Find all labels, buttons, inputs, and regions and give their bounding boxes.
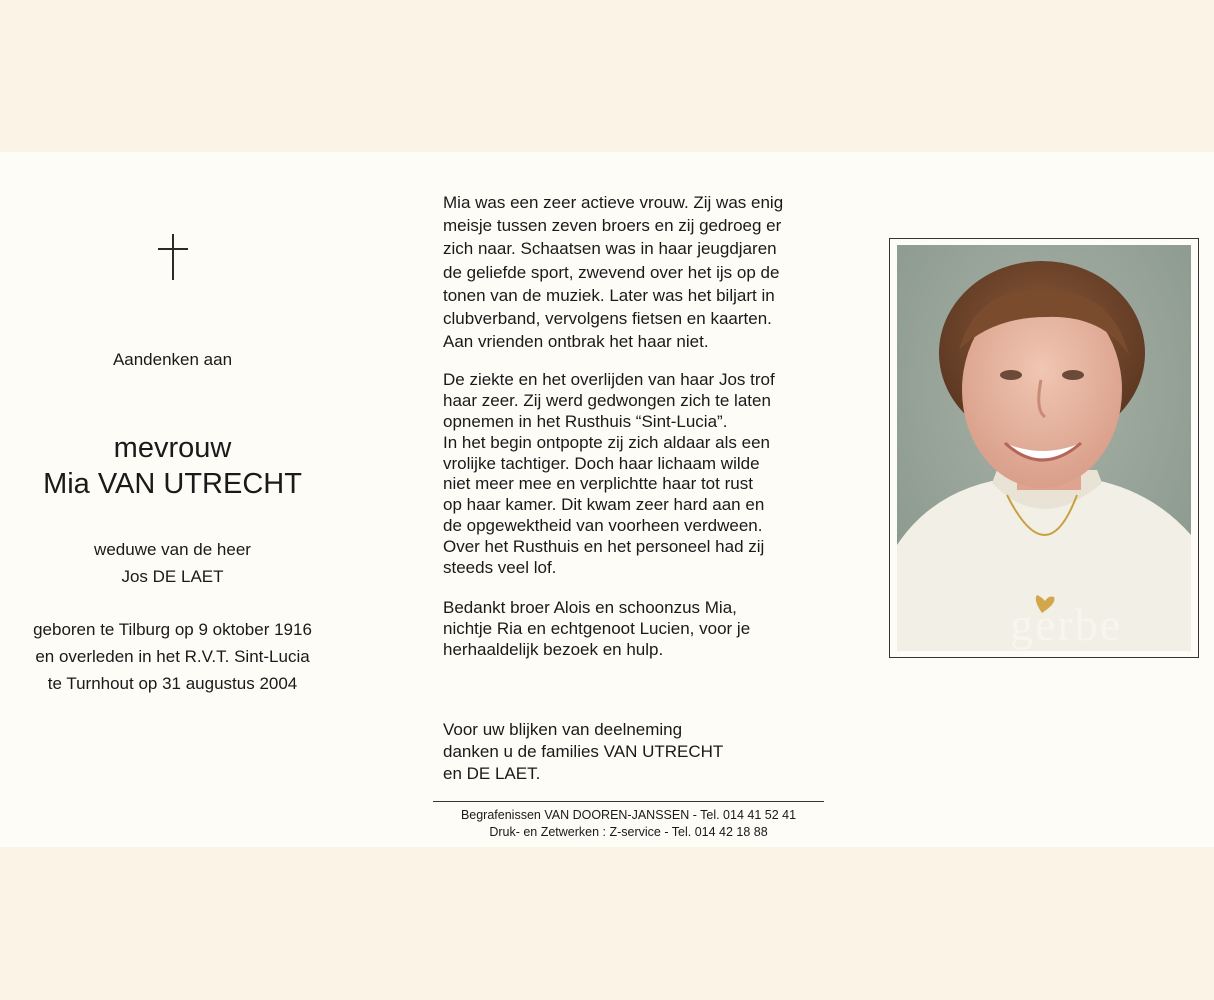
text-line: nichtje Ria en echtgenoot Lucien, voor je [443, 619, 751, 639]
paragraph-1 [443, 191, 823, 353]
widow-info [0, 536, 345, 590]
text-line: meisje tussen zeven broers en zij gedroeg er [443, 216, 782, 236]
text-line: en DE LAET. [443, 764, 541, 783]
death-place-line: te Turnhout op 31 augustus 2004 [47, 674, 298, 693]
text-line: vrolijke tachtiger. Doch haar lichaam wilde [443, 453, 760, 473]
text-line: Bedankt broer Alois en schoonzus Mia, [443, 598, 737, 618]
widow-line: weduwe van de heer [94, 540, 251, 559]
printer-footer [433, 807, 824, 841]
text-line: niet meer mee en verplichtte haar tot rust [443, 474, 753, 494]
text-line: de geliefde sport, zwevend over het ijs op de [443, 262, 780, 282]
text-line: danken u de families VAN UTRECHT [443, 742, 724, 761]
photo-frame [889, 238, 1199, 658]
text-line: zich naar. Schaatsen was in haar jeugdjaren [443, 239, 777, 259]
printer-line: Druk- en Zetwerken : Z-service - Tel. 014 42 18 88 [489, 825, 768, 839]
spouse-name: Jos DE LAET [121, 567, 224, 586]
text-line: steeds veel lof. [443, 557, 557, 577]
text-line: herhaaldelijk bezoek en hulp. [443, 639, 664, 659]
intro-text: Aandenken aan [112, 350, 233, 369]
memorial-card [0, 152, 1214, 847]
text-line: De ziekte en het overlijden van haar Jos trof [443, 370, 775, 390]
text-line: tonen van de muziek. Later was het biljart in [443, 285, 775, 305]
text-line: Mia was een zeer actieve vrouw. Zij was enig [443, 193, 784, 212]
portrait-photo [897, 245, 1191, 651]
text-line: clubverband, vervolgens fietsen en kaarten. [443, 309, 772, 329]
birth-death-info [0, 616, 345, 697]
text-column [443, 191, 823, 783]
left-column [0, 152, 345, 847]
text-line: op haar kamer. Dit kwam zeer hard aan en [443, 495, 765, 515]
paragraph-2 [443, 370, 823, 578]
text-line: In het begin ontpopte zij zich aldaar als een [443, 432, 771, 452]
footer-divider [433, 801, 824, 802]
funeral-home-line: Begrafenissen VAN DOOREN-JANSSEN - Tel. 014 41 52 41 [460, 808, 797, 822]
text-line: de opgewektheid van voorheen verdween. [443, 516, 763, 535]
text-line: opnemen in het Rusthuis “Sint-Lucia”. [443, 412, 728, 432]
text-line: haar zeer. Zij werd gedwongen zich te laten [443, 391, 771, 411]
birth-line: geboren te Tilburg op 9 oktober 1916 [33, 620, 312, 639]
death-line: en overleden in het R.V.T. Sint-Lucia [35, 647, 310, 666]
paragraph-3 [443, 598, 823, 660]
deceased-name: Mia VAN UTRECHT [43, 468, 302, 500]
cross-icon [158, 234, 188, 280]
text-line: Aan vrienden ontbrak het haar niet. [443, 332, 709, 352]
watermark-text: gerbe [1010, 599, 1123, 650]
thanks-paragraph [443, 719, 823, 785]
text-line: Voor uw blijken van deelneming [443, 720, 683, 739]
text-line: Over het Rusthuis en het personeel had zij [443, 536, 765, 556]
title-honorific: mevrouw [113, 432, 232, 464]
